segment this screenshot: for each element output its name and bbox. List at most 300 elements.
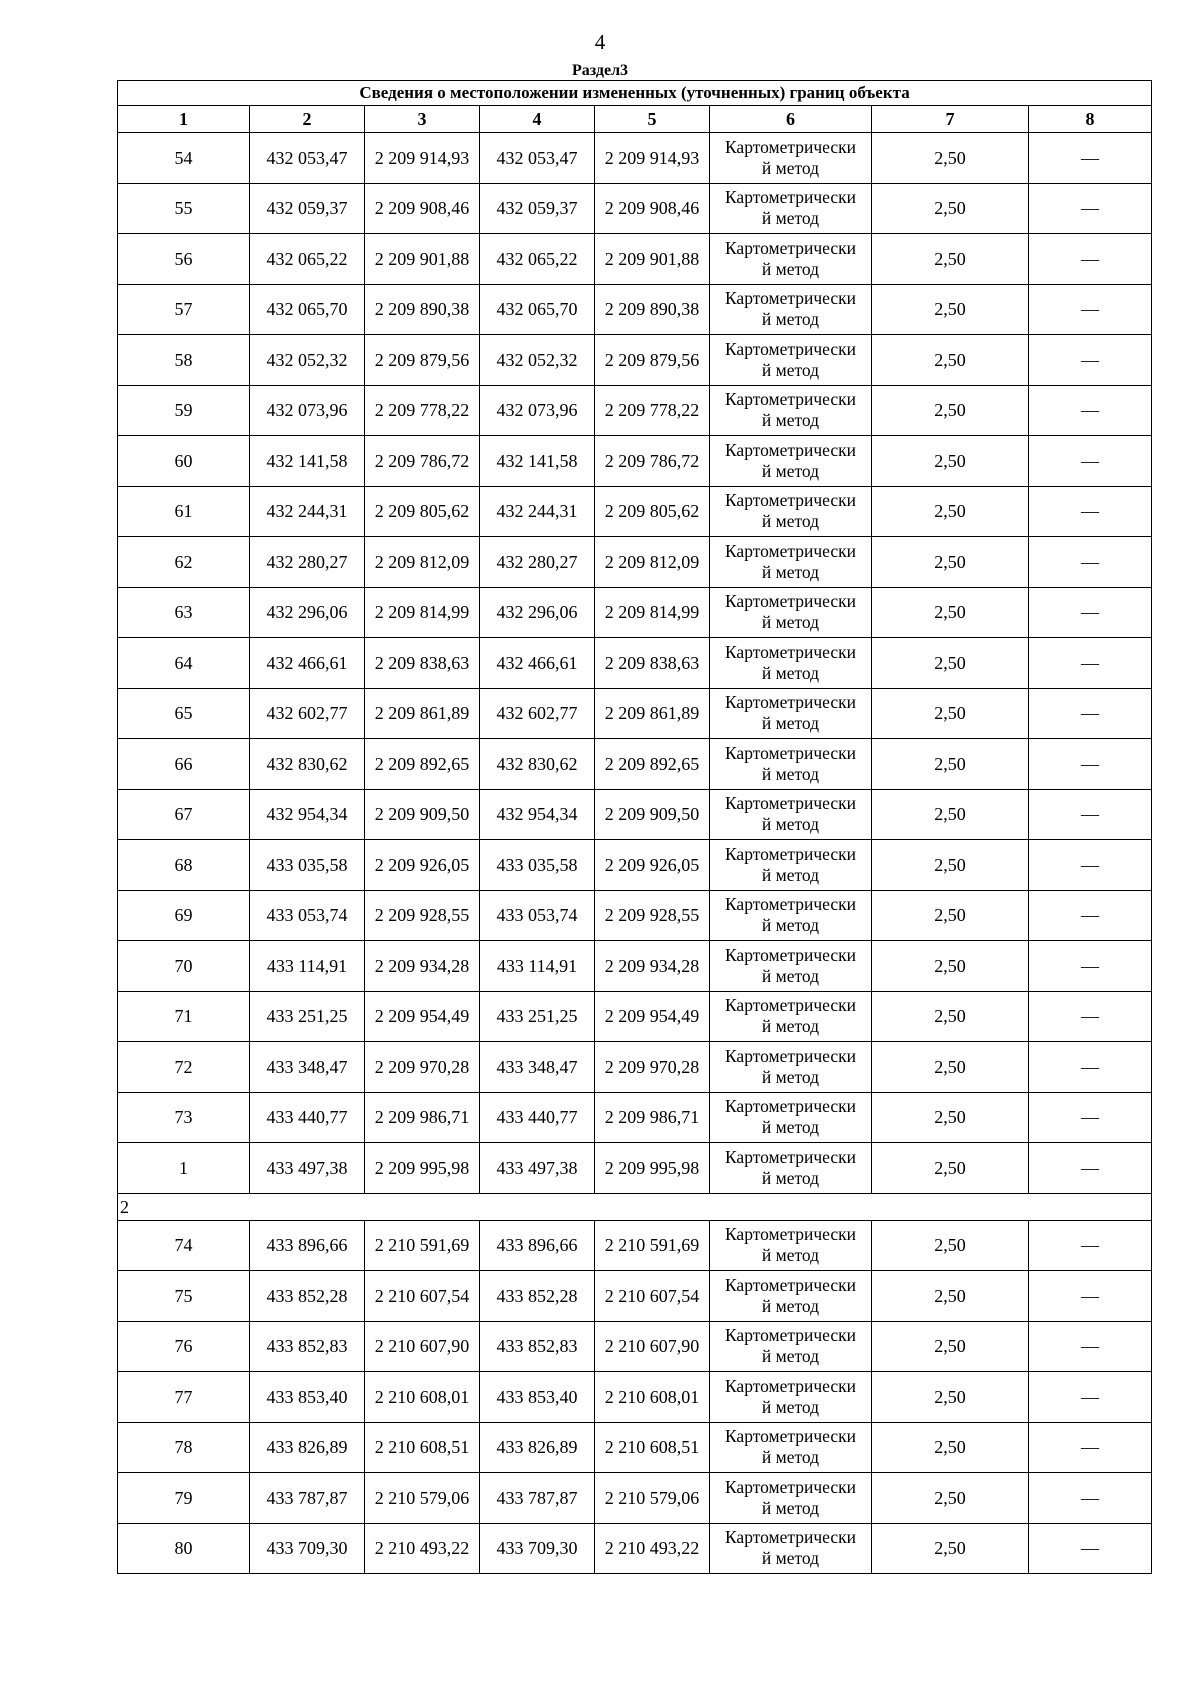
description-cell: —	[1029, 234, 1152, 285]
description-cell: —	[1029, 183, 1152, 234]
x-existing-cell: 433 852,28	[250, 1271, 365, 1322]
y-refined-cell: 2 210 607,90	[595, 1321, 710, 1372]
column-number: 6	[710, 106, 872, 133]
table-row	[118, 486, 1152, 537]
y-refined-cell: 2 209 970,28	[595, 1042, 710, 1093]
accuracy-cell: 2,50	[872, 234, 1029, 285]
method-text-line1: Картометрически	[724, 237, 857, 258]
accuracy-cell: 2,50	[872, 436, 1029, 487]
table-row	[118, 587, 1152, 638]
x-refined-cell: 433 114,91	[480, 941, 595, 992]
method-text-line2: й метод	[761, 864, 820, 885]
method-text-line2: й метод	[761, 208, 820, 229]
method-text-line1: Картометрически	[724, 1527, 857, 1548]
point-number-cell: 69	[118, 890, 250, 941]
method-text-line2: й метод	[761, 1447, 820, 1468]
x-existing-cell: 433 053,74	[250, 890, 365, 941]
x-existing-cell: 432 065,22	[250, 234, 365, 285]
y-refined-cell: 2 209 901,88	[595, 234, 710, 285]
method-text-line2: й метод	[761, 1117, 820, 1138]
method-text-line1: Картометрически	[724, 439, 857, 460]
method-text-line2: й метод	[761, 612, 820, 633]
method-cell	[710, 486, 872, 537]
y-refined-cell: 2 210 608,51	[595, 1422, 710, 1473]
column-number-row	[118, 106, 1152, 133]
method-text-line1: Картометрически	[724, 995, 857, 1016]
point-number-cell: 56	[118, 234, 250, 285]
method-text-line1: Картометрически	[724, 1274, 857, 1295]
table-row	[118, 991, 1152, 1042]
method-text-line2: й метод	[761, 1066, 820, 1087]
accuracy-cell: 2,50	[872, 991, 1029, 1042]
accuracy-cell: 2,50	[872, 335, 1029, 386]
table-row	[118, 335, 1152, 386]
method-text-line2: й метод	[761, 157, 820, 178]
method-text-line1: Картометрически	[724, 187, 857, 208]
y-existing-cell: 2 209 934,28	[365, 941, 480, 992]
table-row	[118, 436, 1152, 487]
x-existing-cell: 433 348,47	[250, 1042, 365, 1093]
method-cell	[710, 1372, 872, 1423]
x-existing-cell: 432 280,27	[250, 537, 365, 588]
point-number-cell: 70	[118, 941, 250, 992]
method-text-line1: Картометрически	[724, 843, 857, 864]
table-row	[118, 1523, 1152, 1574]
y-existing-cell: 2 209 814,99	[365, 587, 480, 638]
description-cell: —	[1029, 688, 1152, 739]
method-text-line1: Картометрически	[724, 894, 857, 915]
description-cell: —	[1029, 1473, 1152, 1524]
method-text-line2: й метод	[761, 1548, 820, 1569]
y-refined-cell: 2 209 812,09	[595, 537, 710, 588]
y-existing-cell: 2 209 986,71	[365, 1092, 480, 1143]
accuracy-cell: 2,50	[872, 537, 1029, 588]
table-row	[118, 133, 1152, 184]
x-refined-cell: 432 053,47	[480, 133, 595, 184]
y-existing-cell: 2 210 608,51	[365, 1422, 480, 1473]
method-text-line1: Картометрически	[724, 540, 857, 561]
method-text-line2: й метод	[761, 915, 820, 936]
accuracy-cell: 2,50	[872, 688, 1029, 739]
method-text-line2: й метод	[761, 662, 820, 683]
table-row	[118, 1042, 1152, 1093]
description-cell: —	[1029, 1042, 1152, 1093]
method-text-line1: Картометрически	[724, 944, 857, 965]
y-refined-cell: 2 210 608,01	[595, 1372, 710, 1423]
description-cell: —	[1029, 1372, 1152, 1423]
x-existing-cell: 432 065,70	[250, 284, 365, 335]
accuracy-cell: 2,50	[872, 1321, 1029, 1372]
description-cell: —	[1029, 739, 1152, 790]
method-cell	[710, 436, 872, 487]
method-text-line1: Картометрически	[724, 136, 857, 157]
coordinates-table	[117, 80, 1152, 1574]
x-existing-cell: 433 251,25	[250, 991, 365, 1042]
table-row	[118, 739, 1152, 790]
y-refined-cell: 2 209 908,46	[595, 183, 710, 234]
method-text-line2: й метод	[761, 713, 820, 734]
accuracy-cell: 2,50	[872, 941, 1029, 992]
accuracy-cell: 2,50	[872, 638, 1029, 689]
y-existing-cell: 2 209 928,55	[365, 890, 480, 941]
y-refined-cell: 2 209 892,65	[595, 739, 710, 790]
y-refined-cell: 2 209 954,49	[595, 991, 710, 1042]
accuracy-cell: 2,50	[872, 739, 1029, 790]
description-cell: —	[1029, 1321, 1152, 1372]
contour-group-row	[118, 1193, 1152, 1220]
point-number-cell: 54	[118, 133, 250, 184]
method-text-line1: Картометрически	[724, 389, 857, 410]
y-refined-cell: 2 209 926,05	[595, 840, 710, 891]
x-refined-cell: 433 896,66	[480, 1220, 595, 1271]
method-cell	[710, 183, 872, 234]
description-cell: —	[1029, 587, 1152, 638]
column-number: 1	[118, 106, 250, 133]
y-refined-cell: 2 209 928,55	[595, 890, 710, 941]
x-existing-cell: 432 059,37	[250, 183, 365, 234]
description-cell: —	[1029, 284, 1152, 335]
x-refined-cell: 432 073,96	[480, 385, 595, 436]
table-row	[118, 183, 1152, 234]
point-number-cell: 68	[118, 840, 250, 891]
x-refined-cell: 433 852,28	[480, 1271, 595, 1322]
y-existing-cell: 2 209 926,05	[365, 840, 480, 891]
x-existing-cell: 433 497,38	[250, 1143, 365, 1194]
column-number: 4	[480, 106, 595, 133]
method-text-line2: й метод	[761, 1016, 820, 1037]
table-row	[118, 537, 1152, 588]
method-text-line1: Картометрически	[724, 1045, 857, 1066]
method-cell	[710, 385, 872, 436]
y-refined-cell: 2 209 778,22	[595, 385, 710, 436]
method-text-line2: й метод	[761, 814, 820, 835]
x-existing-cell: 433 035,58	[250, 840, 365, 891]
method-text-line1: Картометрически	[724, 641, 857, 662]
x-existing-cell: 433 440,77	[250, 1092, 365, 1143]
method-text-line1: Картометрически	[724, 591, 857, 612]
method-text-line2: й метод	[761, 511, 820, 532]
y-existing-cell: 2 209 909,50	[365, 789, 480, 840]
method-cell	[710, 284, 872, 335]
table-row	[118, 1220, 1152, 1271]
accuracy-cell: 2,50	[872, 1372, 1029, 1423]
x-refined-cell: 432 296,06	[480, 587, 595, 638]
description-cell: —	[1029, 133, 1152, 184]
y-existing-cell: 2 209 879,56	[365, 335, 480, 386]
accuracy-cell: 2,50	[872, 1042, 1029, 1093]
method-text-line1: Картометрически	[724, 288, 857, 309]
y-refined-cell: 2 209 879,56	[595, 335, 710, 386]
accuracy-cell: 2,50	[872, 587, 1029, 638]
table-row	[118, 840, 1152, 891]
description-cell: —	[1029, 991, 1152, 1042]
x-refined-cell: 433 826,89	[480, 1422, 595, 1473]
method-text-line2: й метод	[761, 561, 820, 582]
description-cell: —	[1029, 436, 1152, 487]
description-cell: —	[1029, 890, 1152, 941]
method-cell	[710, 1422, 872, 1473]
table-row	[118, 941, 1152, 992]
y-refined-cell: 2 209 814,99	[595, 587, 710, 638]
description-cell: —	[1029, 789, 1152, 840]
table-row	[118, 1271, 1152, 1322]
description-cell: —	[1029, 1422, 1152, 1473]
point-number-cell: 1	[118, 1143, 250, 1194]
method-cell	[710, 133, 872, 184]
point-number-cell: 57	[118, 284, 250, 335]
x-refined-cell: 433 853,40	[480, 1372, 595, 1423]
description-cell: —	[1029, 840, 1152, 891]
method-text-line2: й метод	[761, 1396, 820, 1417]
method-cell	[710, 890, 872, 941]
y-existing-cell: 2 209 786,72	[365, 436, 480, 487]
description-cell: —	[1029, 1271, 1152, 1322]
point-number-cell: 65	[118, 688, 250, 739]
method-cell	[710, 991, 872, 1042]
table-row	[118, 688, 1152, 739]
x-refined-cell: 433 251,25	[480, 991, 595, 1042]
y-existing-cell: 2 210 591,69	[365, 1220, 480, 1271]
x-refined-cell: 433 035,58	[480, 840, 595, 891]
method-text-line2: й метод	[761, 460, 820, 481]
method-text-line1: Картометрически	[724, 1375, 857, 1396]
x-existing-cell: 433 852,83	[250, 1321, 365, 1372]
x-refined-cell: 432 065,70	[480, 284, 595, 335]
x-existing-cell: 433 787,87	[250, 1473, 365, 1524]
point-number-cell: 73	[118, 1092, 250, 1143]
method-cell	[710, 1271, 872, 1322]
method-text-line2: й метод	[761, 410, 820, 431]
section-title: Раздел3	[571, 62, 629, 79]
table-row	[118, 284, 1152, 335]
accuracy-cell: 2,50	[872, 133, 1029, 184]
y-existing-cell: 2 210 579,06	[365, 1473, 480, 1524]
point-number-cell: 74	[118, 1220, 250, 1271]
point-number-cell: 80	[118, 1523, 250, 1574]
accuracy-cell: 2,50	[872, 183, 1029, 234]
method-text-line2: й метод	[761, 359, 820, 380]
x-refined-cell: 433 348,47	[480, 1042, 595, 1093]
x-refined-cell: 432 830,62	[480, 739, 595, 790]
x-refined-cell: 432 141,58	[480, 436, 595, 487]
x-refined-cell: 433 497,38	[480, 1143, 595, 1194]
method-text-line2: й метод	[761, 309, 820, 330]
y-refined-cell: 2 210 591,69	[595, 1220, 710, 1271]
method-cell	[710, 638, 872, 689]
description-cell: —	[1029, 537, 1152, 588]
accuracy-cell: 2,50	[872, 486, 1029, 537]
accuracy-cell: 2,50	[872, 1143, 1029, 1194]
point-number-cell: 76	[118, 1321, 250, 1372]
column-number: 5	[595, 106, 710, 133]
method-cell	[710, 234, 872, 285]
column-number: 3	[365, 106, 480, 133]
method-text-line2: й метод	[761, 965, 820, 986]
x-refined-cell: 432 602,77	[480, 688, 595, 739]
table-caption: Сведения о местоположении измененных (уточненных) границ объекта	[118, 81, 1152, 106]
x-existing-cell: 432 244,31	[250, 486, 365, 537]
method-cell	[710, 1220, 872, 1271]
x-existing-cell: 432 296,06	[250, 587, 365, 638]
x-refined-cell: 432 059,37	[480, 183, 595, 234]
method-text-line1: Картометрически	[724, 692, 857, 713]
x-existing-cell: 432 466,61	[250, 638, 365, 689]
y-refined-cell: 2 209 986,71	[595, 1092, 710, 1143]
accuracy-cell: 2,50	[872, 385, 1029, 436]
point-number-cell: 77	[118, 1372, 250, 1423]
method-cell	[710, 1042, 872, 1093]
y-refined-cell: 2 210 579,06	[595, 1473, 710, 1524]
x-existing-cell: 432 073,96	[250, 385, 365, 436]
method-text-line1: Картометрически	[724, 1096, 857, 1117]
method-cell	[710, 941, 872, 992]
table-row	[118, 1143, 1152, 1194]
y-existing-cell: 2 210 608,01	[365, 1372, 480, 1423]
y-existing-cell: 2 209 812,09	[365, 537, 480, 588]
y-refined-cell: 2 210 607,54	[595, 1271, 710, 1322]
x-existing-cell: 433 709,30	[250, 1523, 365, 1574]
description-cell: —	[1029, 1523, 1152, 1574]
accuracy-cell: 2,50	[872, 1473, 1029, 1524]
x-existing-cell: 433 826,89	[250, 1422, 365, 1473]
x-existing-cell: 432 830,62	[250, 739, 365, 790]
point-number-cell: 78	[118, 1422, 250, 1473]
accuracy-cell: 2,50	[872, 890, 1029, 941]
point-number-cell: 72	[118, 1042, 250, 1093]
method-cell	[710, 688, 872, 739]
point-number-cell: 61	[118, 486, 250, 537]
description-cell: —	[1029, 1092, 1152, 1143]
x-refined-cell: 433 709,30	[480, 1523, 595, 1574]
accuracy-cell: 2,50	[872, 284, 1029, 335]
method-cell	[710, 1523, 872, 1574]
y-refined-cell: 2 209 838,63	[595, 638, 710, 689]
description-cell: —	[1029, 385, 1152, 436]
x-existing-cell: 433 853,40	[250, 1372, 365, 1423]
method-text-line1: Картометрически	[724, 1476, 857, 1497]
x-existing-cell: 432 053,47	[250, 133, 365, 184]
table-row	[118, 1321, 1152, 1372]
point-number-cell: 58	[118, 335, 250, 386]
x-refined-cell: 433 053,74	[480, 890, 595, 941]
table-row	[118, 638, 1152, 689]
y-existing-cell: 2 209 970,28	[365, 1042, 480, 1093]
method-text-line1: Картометрически	[724, 793, 857, 814]
method-text-line2: й метод	[761, 1497, 820, 1518]
table-row	[118, 1372, 1152, 1423]
y-existing-cell: 2 209 892,65	[365, 739, 480, 790]
method-text-line1: Картометрически	[724, 742, 857, 763]
point-number-cell: 63	[118, 587, 250, 638]
contour-number: 2	[118, 1193, 1152, 1220]
accuracy-cell: 2,50	[872, 1271, 1029, 1322]
y-existing-cell: 2 209 908,46	[365, 183, 480, 234]
method-text-line2: й метод	[761, 1346, 820, 1367]
table-row	[118, 1422, 1152, 1473]
y-refined-cell: 2 209 995,98	[595, 1143, 710, 1194]
y-existing-cell: 2 209 954,49	[365, 991, 480, 1042]
y-existing-cell: 2 210 607,90	[365, 1321, 480, 1372]
accuracy-cell: 2,50	[872, 840, 1029, 891]
point-number-cell: 67	[118, 789, 250, 840]
y-refined-cell: 2 209 909,50	[595, 789, 710, 840]
point-number-cell: 75	[118, 1271, 250, 1322]
method-cell	[710, 1473, 872, 1524]
method-text-line2: й метод	[761, 1167, 820, 1188]
method-cell	[710, 1092, 872, 1143]
x-refined-cell: 433 787,87	[480, 1473, 595, 1524]
description-cell: —	[1029, 1143, 1152, 1194]
method-text-line2: й метод	[761, 258, 820, 279]
x-refined-cell: 432 280,27	[480, 537, 595, 588]
table-row	[118, 385, 1152, 436]
description-cell: —	[1029, 335, 1152, 386]
accuracy-cell: 2,50	[872, 789, 1029, 840]
y-existing-cell: 2 210 607,54	[365, 1271, 480, 1322]
accuracy-cell: 2,50	[872, 1422, 1029, 1473]
table-row	[118, 1473, 1152, 1524]
y-existing-cell: 2 209 995,98	[365, 1143, 480, 1194]
table-row	[118, 890, 1152, 941]
method-text-line1: Картометрически	[724, 1426, 857, 1447]
table-row	[118, 234, 1152, 285]
accuracy-cell: 2,50	[872, 1220, 1029, 1271]
y-existing-cell: 2 209 914,93	[365, 133, 480, 184]
method-text-line1: Картометрически	[724, 338, 857, 359]
y-existing-cell: 2 209 805,62	[365, 486, 480, 537]
table-row	[118, 789, 1152, 840]
y-existing-cell: 2 209 901,88	[365, 234, 480, 285]
x-existing-cell: 433 114,91	[250, 941, 365, 992]
point-number-cell: 62	[118, 537, 250, 588]
point-number-cell: 55	[118, 183, 250, 234]
x-refined-cell: 432 244,31	[480, 486, 595, 537]
method-text-line2: й метод	[761, 1295, 820, 1316]
y-refined-cell: 2 209 890,38	[595, 284, 710, 335]
point-number-cell: 79	[118, 1473, 250, 1524]
accuracy-cell: 2,50	[872, 1092, 1029, 1143]
x-refined-cell: 432 954,34	[480, 789, 595, 840]
point-number-cell: 71	[118, 991, 250, 1042]
method-cell	[710, 537, 872, 588]
x-refined-cell: 432 065,22	[480, 234, 595, 285]
y-existing-cell: 2 210 493,22	[365, 1523, 480, 1574]
description-cell: —	[1029, 941, 1152, 992]
method-cell	[710, 739, 872, 790]
x-refined-cell: 432 052,32	[480, 335, 595, 386]
description-cell: —	[1029, 638, 1152, 689]
column-number: 8	[1029, 106, 1152, 133]
y-refined-cell: 2 209 805,62	[595, 486, 710, 537]
point-number-cell: 60	[118, 436, 250, 487]
y-refined-cell: 2 209 914,93	[595, 133, 710, 184]
page-number: 4	[594, 30, 606, 54]
point-number-cell: 59	[118, 385, 250, 436]
table-caption-row	[118, 81, 1152, 106]
description-cell: —	[1029, 1220, 1152, 1271]
x-existing-cell: 432 602,77	[250, 688, 365, 739]
accuracy-cell: 2,50	[872, 1523, 1029, 1574]
method-text-line1: Картометрически	[724, 1146, 857, 1167]
point-number-cell: 64	[118, 638, 250, 689]
y-existing-cell: 2 209 890,38	[365, 284, 480, 335]
y-refined-cell: 2 210 493,22	[595, 1523, 710, 1574]
y-existing-cell: 2 209 861,89	[365, 688, 480, 739]
method-cell	[710, 840, 872, 891]
method-text-line1: Картометрически	[724, 1224, 857, 1245]
method-text-line1: Картометрически	[724, 1325, 857, 1346]
method-text-line1: Картометрически	[724, 490, 857, 511]
